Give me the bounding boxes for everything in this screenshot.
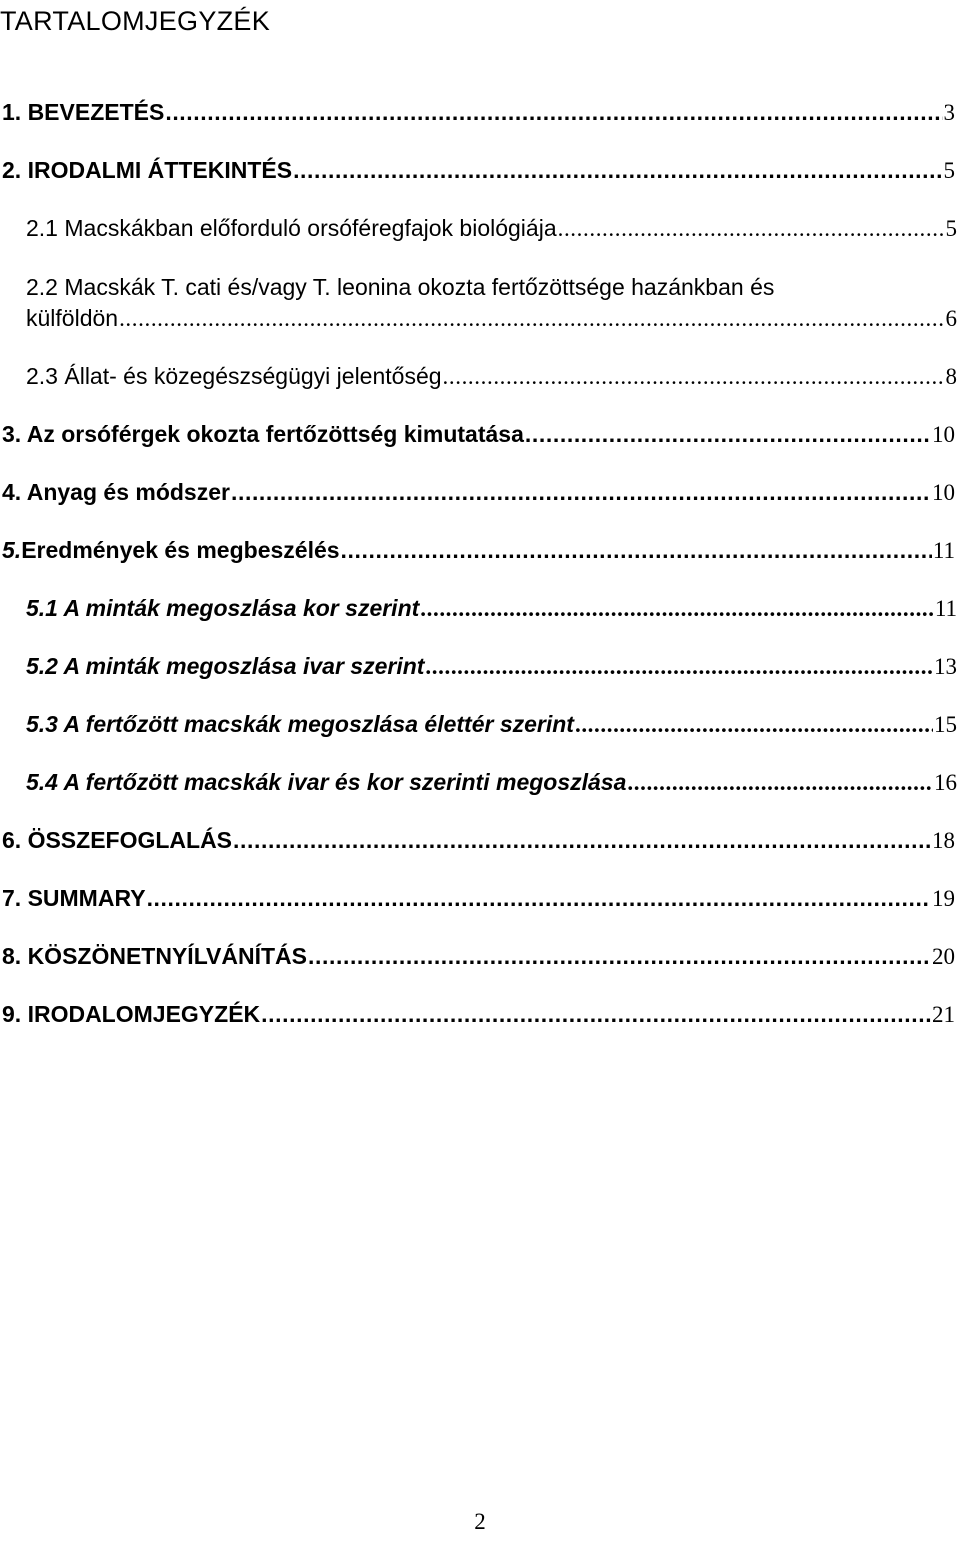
toc-leader-dots	[261, 1000, 931, 1028]
toc-leader-dots	[119, 305, 944, 333]
toc-entry-2-2[interactable]	[0, 273, 957, 333]
toc-entry-label: 5.3 A fertőzött macskák megoszlása élettér szerint	[26, 711, 574, 737]
toc-leader-dots	[575, 711, 933, 739]
toc-leader-dots	[420, 595, 934, 623]
toc-entry-page: 5	[943, 158, 955, 183]
toc-leader-dots	[627, 769, 933, 797]
toc-entry-label: 5.2 A minták megoszlása ivar szerint	[26, 653, 425, 679]
toc-entry-page: 10	[932, 480, 955, 505]
toc-leader-dots	[308, 942, 931, 970]
toc-entry-label: 4. Anyag és módszer	[2, 479, 230, 505]
toc-entry-label: Eredmények és megbeszélés	[21, 537, 340, 563]
toc-entry-osszefoglalas[interactable]	[0, 826, 955, 855]
toc-entry-label: 3. Az orsóférgek okozta fertőzöttség kimutatása	[2, 421, 524, 447]
page-number-footer	[0, 1508, 960, 1536]
toc-entry-label: 9. IRODALOMJEGYZÉK	[2, 1001, 261, 1027]
page-title: TARTALOMJEGYZÉK	[0, 6, 271, 36]
toc-entry-eredmenyek[interactable]	[0, 536, 955, 565]
toc-entry-page: 6	[945, 306, 957, 331]
toc-entry-5-3[interactable]	[0, 710, 957, 739]
toc-entry-5-1[interactable]	[0, 594, 957, 623]
toc-entry-orsoferegek-kimutatasa[interactable]	[0, 420, 955, 449]
toc-entry-bevezetes[interactable]	[0, 98, 955, 127]
toc-entry-label: 5.4 A fertőzött macskák ivar és kor szerinti megoszlása	[26, 769, 627, 795]
toc-leader-dots	[233, 826, 931, 854]
toc-entry-label: külföldön	[26, 305, 119, 331]
toc-entry-page: 16	[934, 770, 957, 795]
toc-leader-dots	[558, 215, 945, 243]
toc-entry-page: 13	[934, 654, 957, 679]
toc-entry-page: 11	[932, 538, 955, 563]
toc-leader-dots	[525, 420, 931, 448]
toc-leader-dots	[165, 98, 942, 126]
toc-entry-5-2[interactable]	[0, 652, 957, 681]
toc-entry-page: 3	[943, 100, 955, 125]
toc-entry-page: 19	[932, 886, 955, 911]
toc-entry-page: 15	[934, 712, 957, 737]
toc-entry-number: 5.	[2, 537, 22, 563]
toc-leader-dots	[425, 653, 933, 681]
toc-entry-5-4[interactable]	[0, 768, 957, 797]
toc-leader-dots	[293, 156, 942, 184]
toc-entry-koszonetnyilvanitas[interactable]	[0, 942, 955, 971]
toc-entry-label: 2.1 Macskákban előforduló orsóféregfajok biológiája	[26, 215, 557, 241]
toc-entry-irodalmi-attekintes[interactable]	[0, 156, 955, 185]
toc-entry-page: 5	[945, 216, 957, 241]
toc-entry-2-3[interactable]	[0, 362, 957, 391]
toc-entry-label: 2.3 Állat- és közegészségügyi jelentőség	[26, 363, 442, 389]
toc-entry-label: 6. ÖSSZEFOGLALÁS	[2, 827, 233, 853]
toc-entry-label: 7. SUMMARY	[2, 885, 146, 911]
toc-entry-page: 18	[932, 828, 955, 853]
toc-entry-label-line1: 2.2 Macskák T. cati és/vagy T. leonina okozta fertőzöttsége hazánkban és	[26, 274, 775, 300]
toc-entry-anyag-es-modszer[interactable]	[0, 478, 955, 507]
toc-entry-page: 8	[945, 364, 957, 389]
toc-entry-label: 1. BEVEZETÉS	[2, 99, 165, 125]
toc-leader-dots	[341, 536, 932, 564]
toc-entry-page: 10	[932, 422, 955, 447]
toc-entry-label: 5.1 A minták megoszlása kor szerint	[26, 595, 420, 621]
toc-entry-page: 11	[934, 596, 957, 621]
toc-leader-dots	[443, 363, 945, 391]
toc-entry-label: 2. IRODALMI ÁTTEKINTÉS	[2, 157, 293, 183]
toc-entry-label: 8. KÖSZÖNETNYÍLVÁNÍTÁS	[2, 943, 307, 969]
toc-leader-dots	[147, 884, 931, 912]
toc-leader-dots	[231, 478, 931, 506]
toc-entry-page: 20	[932, 944, 955, 969]
page-number: 2	[474, 1509, 486, 1534]
toc-entry-irodalomjegyzek[interactable]	[0, 1000, 955, 1029]
toc-entry-summary[interactable]	[0, 884, 955, 913]
toc-entry-2-1[interactable]	[0, 214, 957, 243]
toc-entry-page: 21	[932, 1002, 955, 1027]
